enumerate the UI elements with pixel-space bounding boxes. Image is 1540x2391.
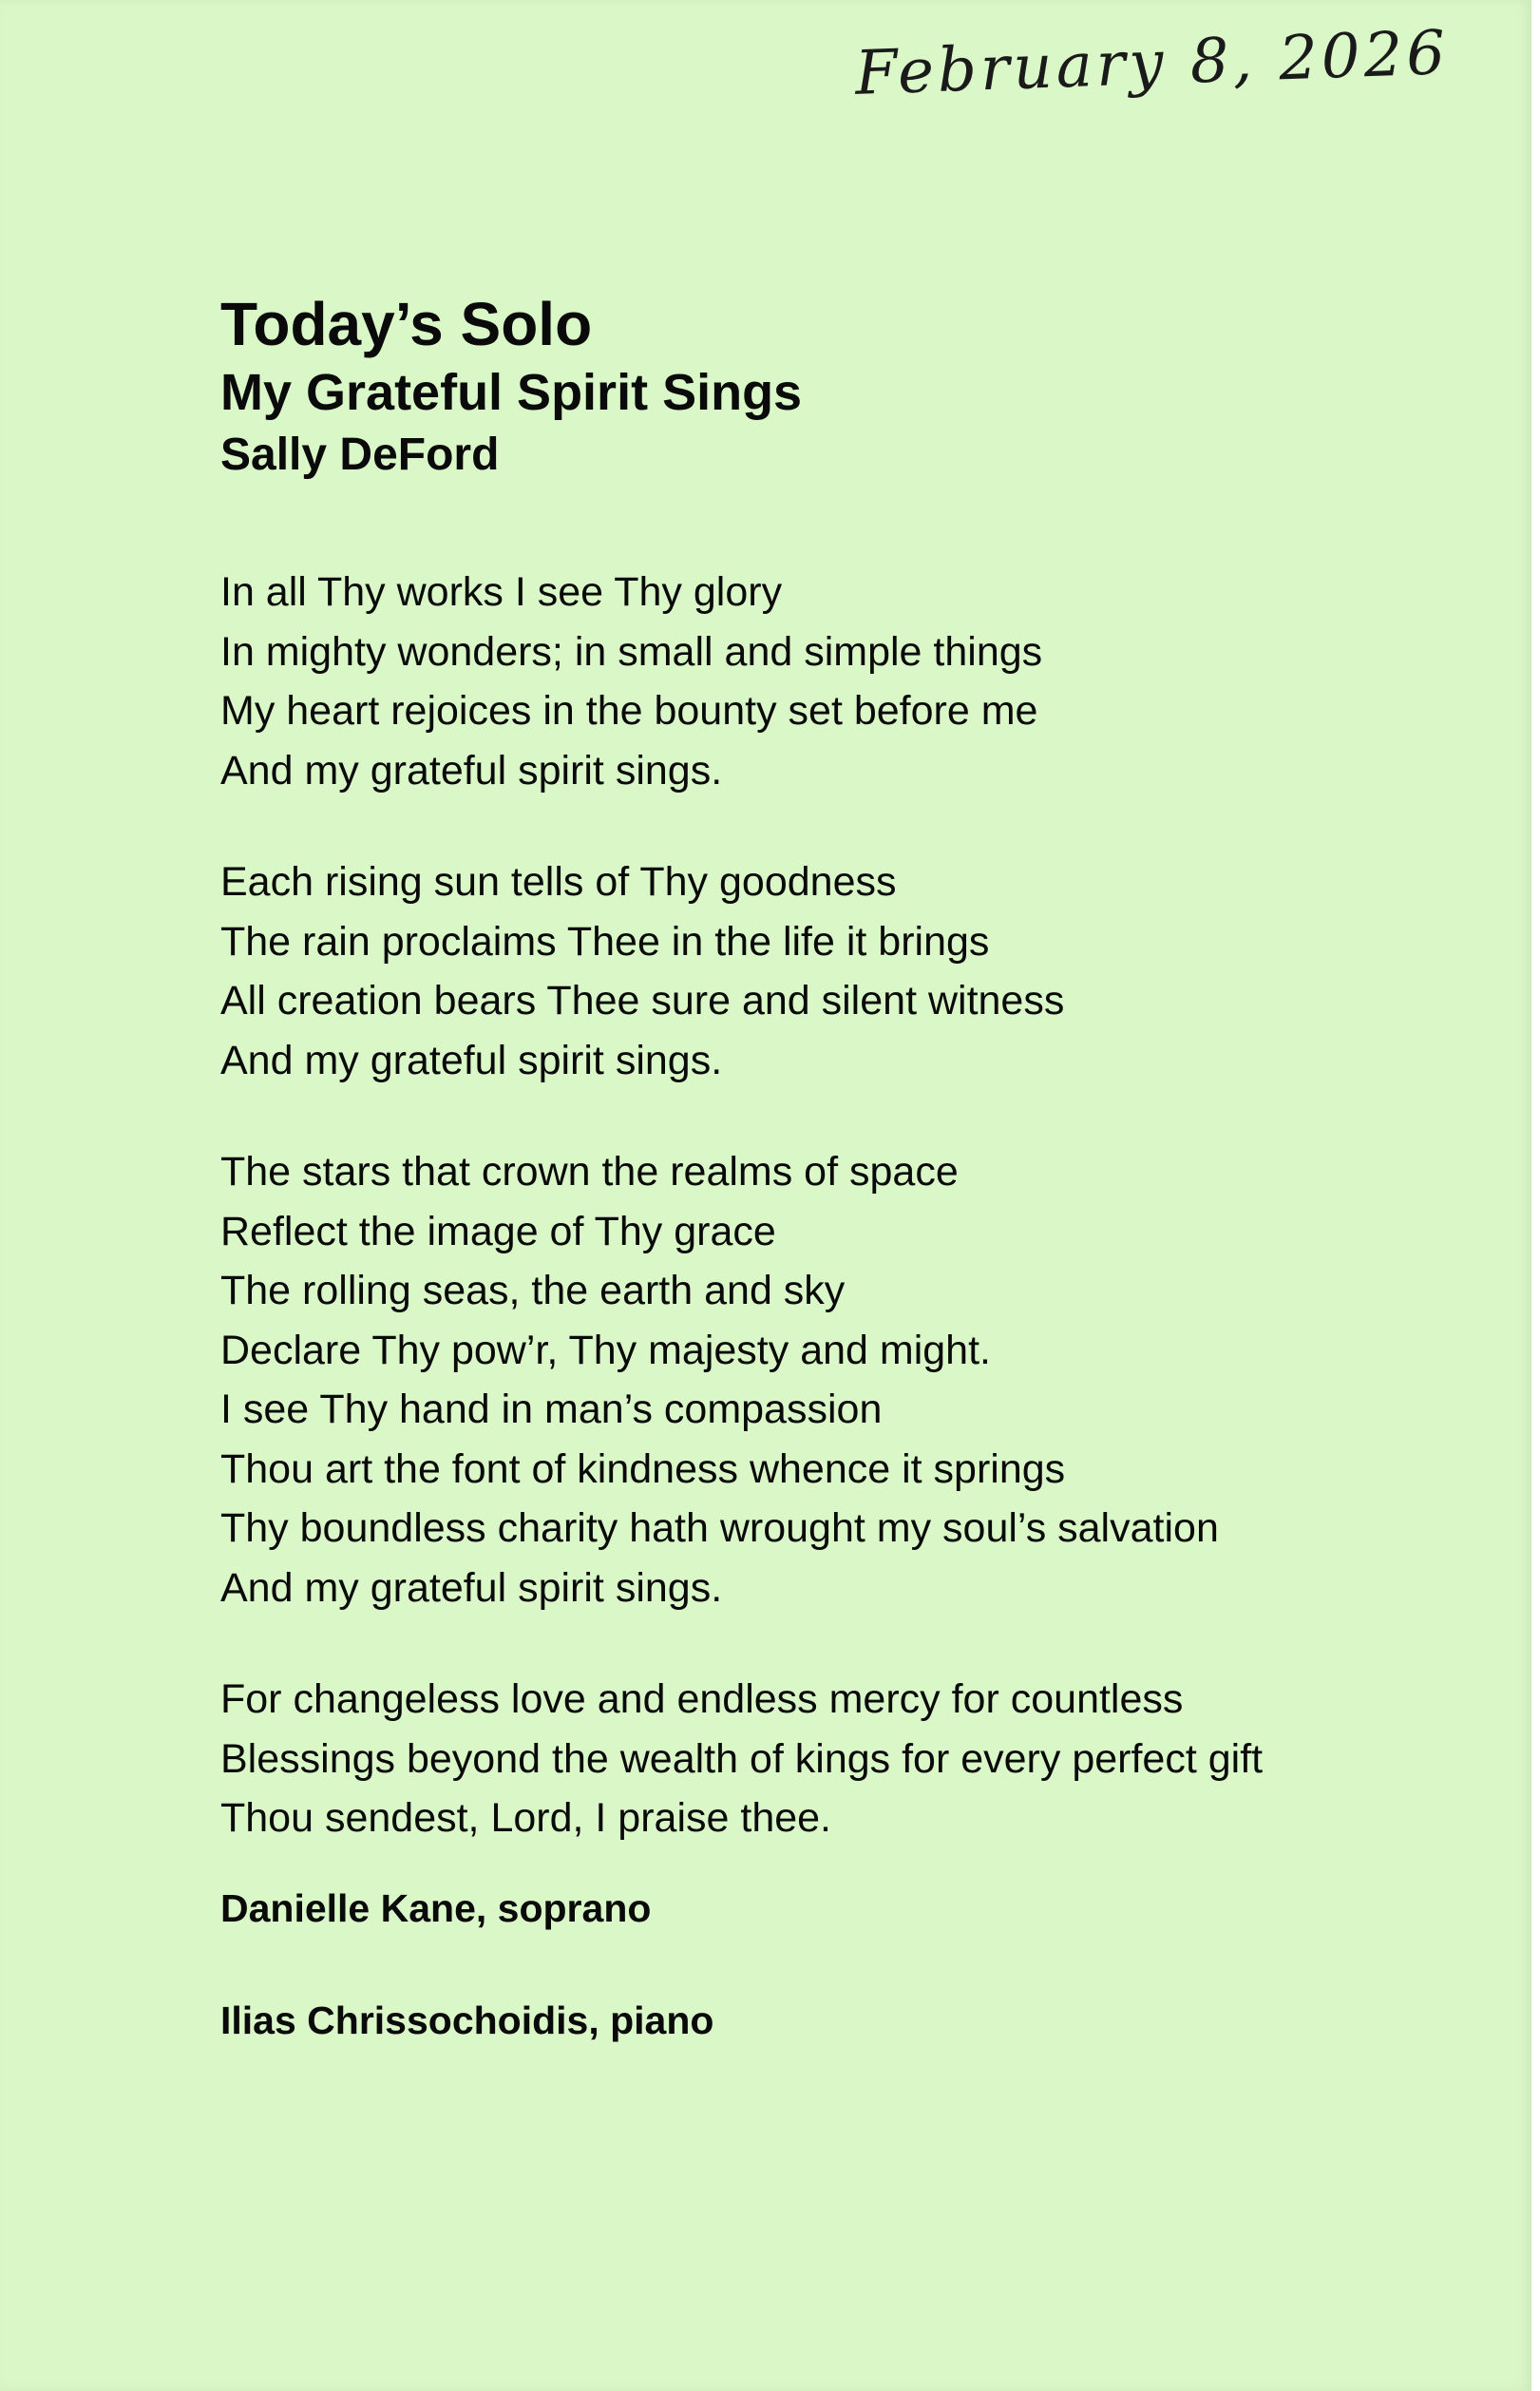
lyric-line: Blessings beyond the wealth of kings for every perfect gift <box>220 1735 1264 1782</box>
stanza-4 <box>220 1670 1484 1848</box>
lyric-line: Thou art the font of kindness whence it springs <box>220 1445 1066 1492</box>
lyric-line: The stars that crown the realms of space <box>220 1149 959 1195</box>
lyric-line: Each rising sun tells of Thy goodness <box>220 859 897 905</box>
lyric-line: For changeless love and endless mercy for countless <box>220 1676 1184 1722</box>
lyric-line: In mighty wonders; in small and simple things <box>220 628 1043 675</box>
lyric-line: Declare Thy pow’r, Thy majesty and might. <box>220 1327 991 1373</box>
lyric-line: And my grateful spirit sings. <box>220 747 723 794</box>
lyric-line: And my grateful spirit sings. <box>220 1564 723 1611</box>
performer-soprano: Danielle Kane, soprano <box>220 1886 652 1930</box>
lyric-line: I see Thy hand in man’s compassion <box>220 1387 883 1432</box>
lyric-line: The rolling seas, the earth and sky <box>220 1268 846 1313</box>
lyric-line: My heart rejoices in the bounty set before me <box>220 688 1038 734</box>
composer-name: Sally DeFord <box>220 430 500 480</box>
lyric-line: In all Thy works I see Thy glory <box>220 569 783 615</box>
stanza-3 <box>220 1142 1484 1617</box>
stanza-1 <box>220 563 1484 800</box>
lyrics <box>220 563 1484 1901</box>
lyric-line: The rain proclaims Thee in the life it brings <box>220 918 990 965</box>
lyric-line: Thou sendest, Lord, I praise thee. <box>220 1795 832 1841</box>
page-title: Today’s Solo <box>220 290 593 358</box>
title-block <box>220 287 802 487</box>
stanza-2 <box>220 852 1484 1090</box>
lyric-line: All creation bears Thee sure and silent witness <box>220 978 1065 1023</box>
lyric-line: Thy boundless charity hath wrought my soul’s salvation <box>220 1505 1219 1551</box>
piece-title: My Grateful Spirit Sings <box>220 364 803 421</box>
handwritten-date: February 8, 2026 <box>853 18 1451 109</box>
lyric-line: And my grateful spirit sings. <box>220 1037 723 1083</box>
performer-piano: Ilias Chrissochoidis, piano <box>220 1999 714 2042</box>
lyric-line: Reflect the image of Thy grace <box>220 1208 776 1254</box>
